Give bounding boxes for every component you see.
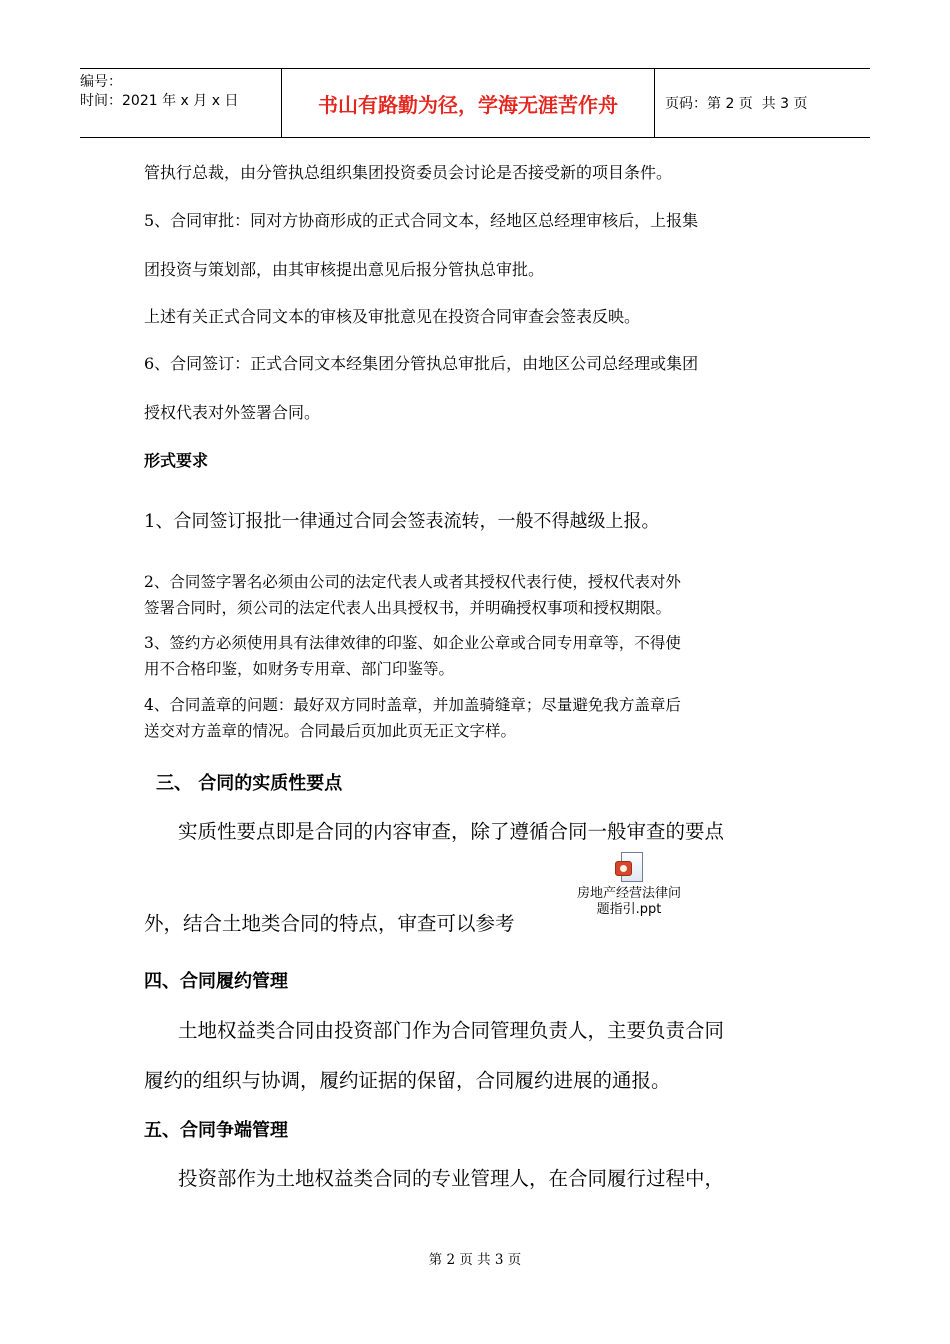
list-item: 2、合同签字署名必须由公司的法定代表人或者其授权代表行使，授权代表对外 bbox=[144, 573, 681, 591]
paragraph-line: 实质性要点即是合同的内容审查，除了遵循合同一般审查的要点 bbox=[178, 820, 725, 843]
section-heading: 三、 合同的实质性要点 bbox=[156, 773, 343, 794]
paragraph-line: 授权代表对外签署合同。 bbox=[144, 403, 321, 422]
list-item: 1、合同签订报批一律通过合同会签表流转，一般不得越级上报。 bbox=[144, 511, 660, 532]
list-item: 3、签约方必须使用具有法律效律的印鉴、如企业公章或合同专用章等，不得使 bbox=[144, 634, 681, 652]
date-label: 时间：2021 年 x 月 x 日 bbox=[80, 93, 239, 109]
section-heading: 四、合同履约管理 bbox=[144, 971, 288, 992]
paragraph-line: 管执行总裁，由分管执总组织集团投资委员会讨论是否接受新的项目条件。 bbox=[144, 163, 673, 182]
paragraph-line: 上述有关正式合同文本的审核及审批意见在投资合同审查会签表反映。 bbox=[144, 307, 641, 326]
paragraph-line: 土地权益类合同由投资部门作为合同管理负责人，主要负责合同 bbox=[178, 1019, 725, 1042]
page-code-text: 页码：第 2 页 共 3 页 bbox=[665, 96, 808, 112]
header-meta bbox=[80, 69, 281, 137]
ppt-attachment[interactable] bbox=[566, 852, 692, 918]
paragraph-line: 履约的组织与协调，履约证据的保留，合同履约进展的通报。 bbox=[144, 1069, 671, 1092]
section-heading: 形式要求 bbox=[144, 451, 209, 470]
paragraph-line: 外，结合土地类合同的特点，审查可以参考 bbox=[144, 912, 515, 935]
header-motto: 书山有路勤为径，学海无涯苦作舟 bbox=[281, 69, 655, 137]
page-footer: 第 2 页 共 3 页 bbox=[428, 1252, 522, 1268]
section-heading: 五、合同争端管理 bbox=[144, 1120, 288, 1141]
paragraph-line: 投资部作为土地权益类合同的专业管理人，在合同履行过程中， bbox=[178, 1167, 725, 1190]
page-header bbox=[80, 68, 870, 138]
list-item: 用不合格印鉴，如财务专用章、部门印鉴等。 bbox=[144, 660, 455, 678]
attachment-label-line1[interactable]: 房地产经营法律问 bbox=[576, 886, 681, 901]
list-item: 送交对方盖章的情况。合同最后页加此页无正文字样。 bbox=[144, 722, 517, 740]
code-label: 编号： bbox=[80, 74, 122, 90]
list-item: 4、合同盖章的问题：最好双方同时盖章，并加盖骑缝章；尽量避免我方盖章后 bbox=[144, 696, 681, 714]
paragraph-line: 团投资与策划部，由其审核提出意见后报分管执总审批。 bbox=[144, 260, 545, 279]
header-page-code bbox=[655, 69, 870, 137]
attachment-label-line2[interactable]: 题指引.ppt bbox=[596, 902, 662, 917]
list-item: 签署合同时，须公司的法定代表人出具授权书，并明确授权事项和授权期限。 bbox=[144, 599, 672, 617]
paragraph-line: 5、合同审批：同对方协商形成的正式合同文本，经地区总经理审核后，上报集 bbox=[144, 211, 699, 230]
paragraph-line: 6、合同签订：正式合同文本经集团分管执总审批后，由地区公司总经理或集团 bbox=[144, 354, 699, 373]
powerpoint-file-icon[interactable] bbox=[613, 852, 645, 886]
